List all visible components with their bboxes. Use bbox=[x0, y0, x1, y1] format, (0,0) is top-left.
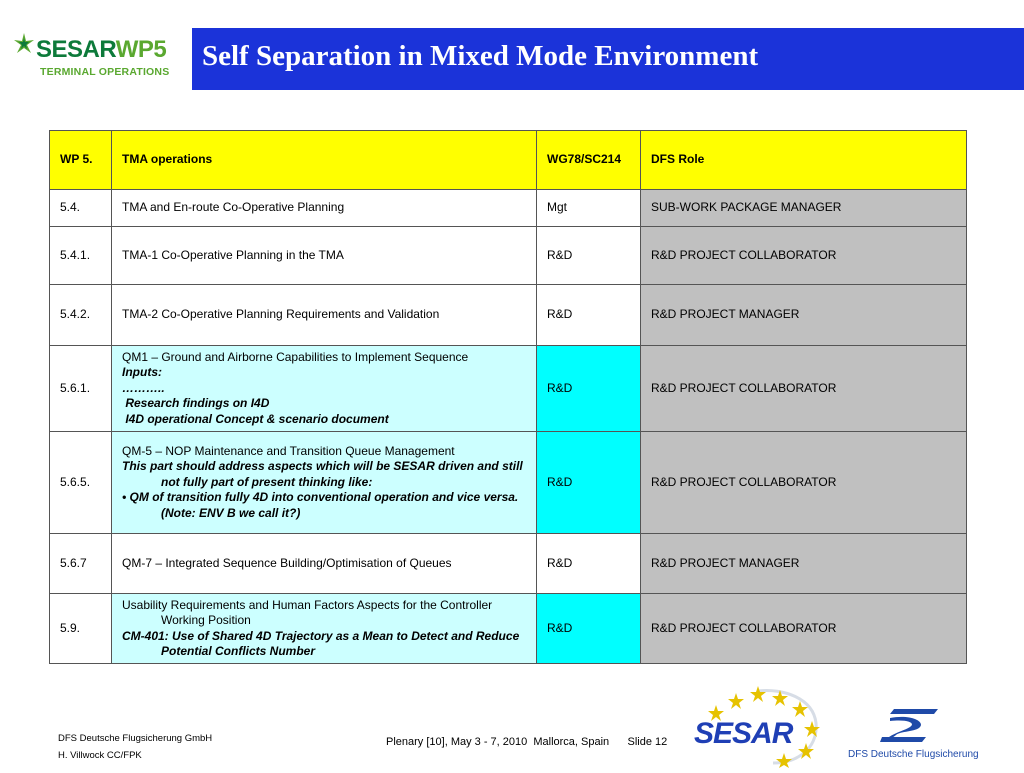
description-line: I4D operational Concept & scenario document bbox=[122, 411, 389, 426]
cell-wg: R&D bbox=[537, 534, 641, 594]
cell-dfs-role: R&D PROJECT COLLABORATOR bbox=[641, 227, 967, 285]
cell-wp-number: 5.6.7 bbox=[50, 534, 112, 594]
table-row bbox=[50, 285, 967, 346]
footer-event: Plenary [10], May 3 - 7, 2010 Mallorca, Spain bbox=[386, 736, 610, 748]
column-header-wg: WG78/SC214 bbox=[537, 131, 641, 190]
description-line: Inputs: bbox=[122, 365, 162, 380]
footer-author: H. Villwock CC/FPK bbox=[58, 750, 142, 761]
cell-wp-number: 5.4.2. bbox=[50, 285, 112, 346]
dfs-swoosh-icon bbox=[880, 705, 940, 745]
sesar-logo bbox=[688, 683, 830, 768]
footer-center bbox=[386, 736, 667, 748]
column-header-role: DFS Role bbox=[641, 131, 967, 190]
table-row bbox=[50, 432, 967, 534]
footer-slide-number: Slide 12 bbox=[627, 736, 668, 748]
dfs-logo bbox=[848, 705, 979, 763]
logo-wordmark: SESARWP5 bbox=[36, 36, 167, 63]
cell-tma-operation bbox=[112, 346, 537, 432]
table-row bbox=[50, 227, 967, 285]
footer-left bbox=[58, 730, 212, 764]
table-header-row bbox=[50, 131, 967, 190]
cell-dfs-role: R&D PROJECT COLLABORATOR bbox=[641, 594, 967, 664]
cell-wp-number: 5.4.1. bbox=[50, 227, 112, 285]
description-line: TMA and En-route Co-Operative Planning bbox=[122, 200, 345, 215]
cell-wg: R&D bbox=[537, 227, 641, 285]
column-header-wp: WP 5. bbox=[50, 131, 112, 190]
cell-wg: R&D bbox=[537, 594, 641, 664]
page-title: Self Separation in Mixed Mode Environment bbox=[202, 40, 759, 72]
column-header-tma: TMA operations bbox=[112, 131, 537, 190]
cell-wg: R&D bbox=[537, 432, 641, 534]
cell-wg: Mgt bbox=[537, 190, 641, 227]
cell-dfs-role: R&D PROJECT COLLABORATOR bbox=[641, 432, 967, 534]
cell-tma-operation bbox=[112, 534, 537, 594]
star-icon bbox=[12, 32, 36, 56]
sesar-wordmark: SESAR bbox=[694, 717, 793, 750]
description-line: ……….. bbox=[122, 380, 165, 395]
footer-company: DFS Deutsche Flugsicherung GmbH bbox=[58, 733, 213, 744]
description-line: QM-7 – Integrated Sequence Building/Optimisation of Queues bbox=[122, 555, 452, 570]
cell-tma-operation bbox=[112, 227, 537, 285]
cell-dfs-role: R&D PROJECT MANAGER bbox=[641, 534, 967, 594]
cell-wp-number: 5.6.5. bbox=[50, 432, 112, 534]
wp-role-table bbox=[49, 130, 967, 664]
cell-tma-operation bbox=[112, 432, 537, 534]
dfs-wordmark: DFS Deutsche Flugsicherung bbox=[848, 749, 979, 760]
cell-dfs-role: R&D PROJECT MANAGER bbox=[641, 285, 967, 346]
description-line: QM-5 – NOP Maintenance and Transition Queue Management bbox=[122, 443, 455, 458]
table-row bbox=[50, 346, 967, 432]
cell-wp-number: 5.9. bbox=[50, 594, 112, 664]
description-line: QM1 – Ground and Airborne Capabilities to Implement Sequence bbox=[122, 349, 469, 364]
title-bar bbox=[192, 28, 1024, 90]
cell-dfs-role: SUB-WORK PACKAGE MANAGER bbox=[641, 190, 967, 227]
description-line: TMA-2 Co-Operative Planning Requirements and Validation bbox=[122, 307, 440, 322]
cell-tma-operation bbox=[112, 190, 537, 227]
table-row bbox=[50, 534, 967, 594]
cell-wp-number: 5.4. bbox=[50, 190, 112, 227]
description-line: TMA-1 Co-Operative Planning in the TMA bbox=[122, 247, 344, 262]
sesar-wp5-logo bbox=[0, 0, 191, 93]
logo-subtitle: TERMINAL OPERATIONS bbox=[40, 66, 170, 78]
cell-tma-operation bbox=[112, 285, 537, 346]
cell-wg: R&D bbox=[537, 346, 641, 432]
description-line: CM-401: Use of Shared 4D Trajectory as a Mean to Detect and Reduce Potential Conflicts Number bbox=[122, 628, 520, 658]
description-line: • QM of transition fully 4D into conventional operation and vice versa. (Note: ENV B we call it?) bbox=[122, 490, 519, 520]
description-line: Research findings on I4D bbox=[122, 396, 270, 411]
description-line: Usability Requirements and Human Factors Aspects for the Controller Working Position bbox=[122, 597, 493, 627]
table-row bbox=[50, 190, 967, 227]
cell-tma-operation bbox=[112, 594, 537, 664]
table-row bbox=[50, 594, 967, 664]
cell-wp-number: 5.6.1. bbox=[50, 346, 112, 432]
description-line: This part should address aspects which will be SESAR driven and still not fully part of present thinking like: bbox=[122, 459, 523, 489]
cell-dfs-role: R&D PROJECT COLLABORATOR bbox=[641, 346, 967, 432]
cell-wg: R&D bbox=[537, 285, 641, 346]
